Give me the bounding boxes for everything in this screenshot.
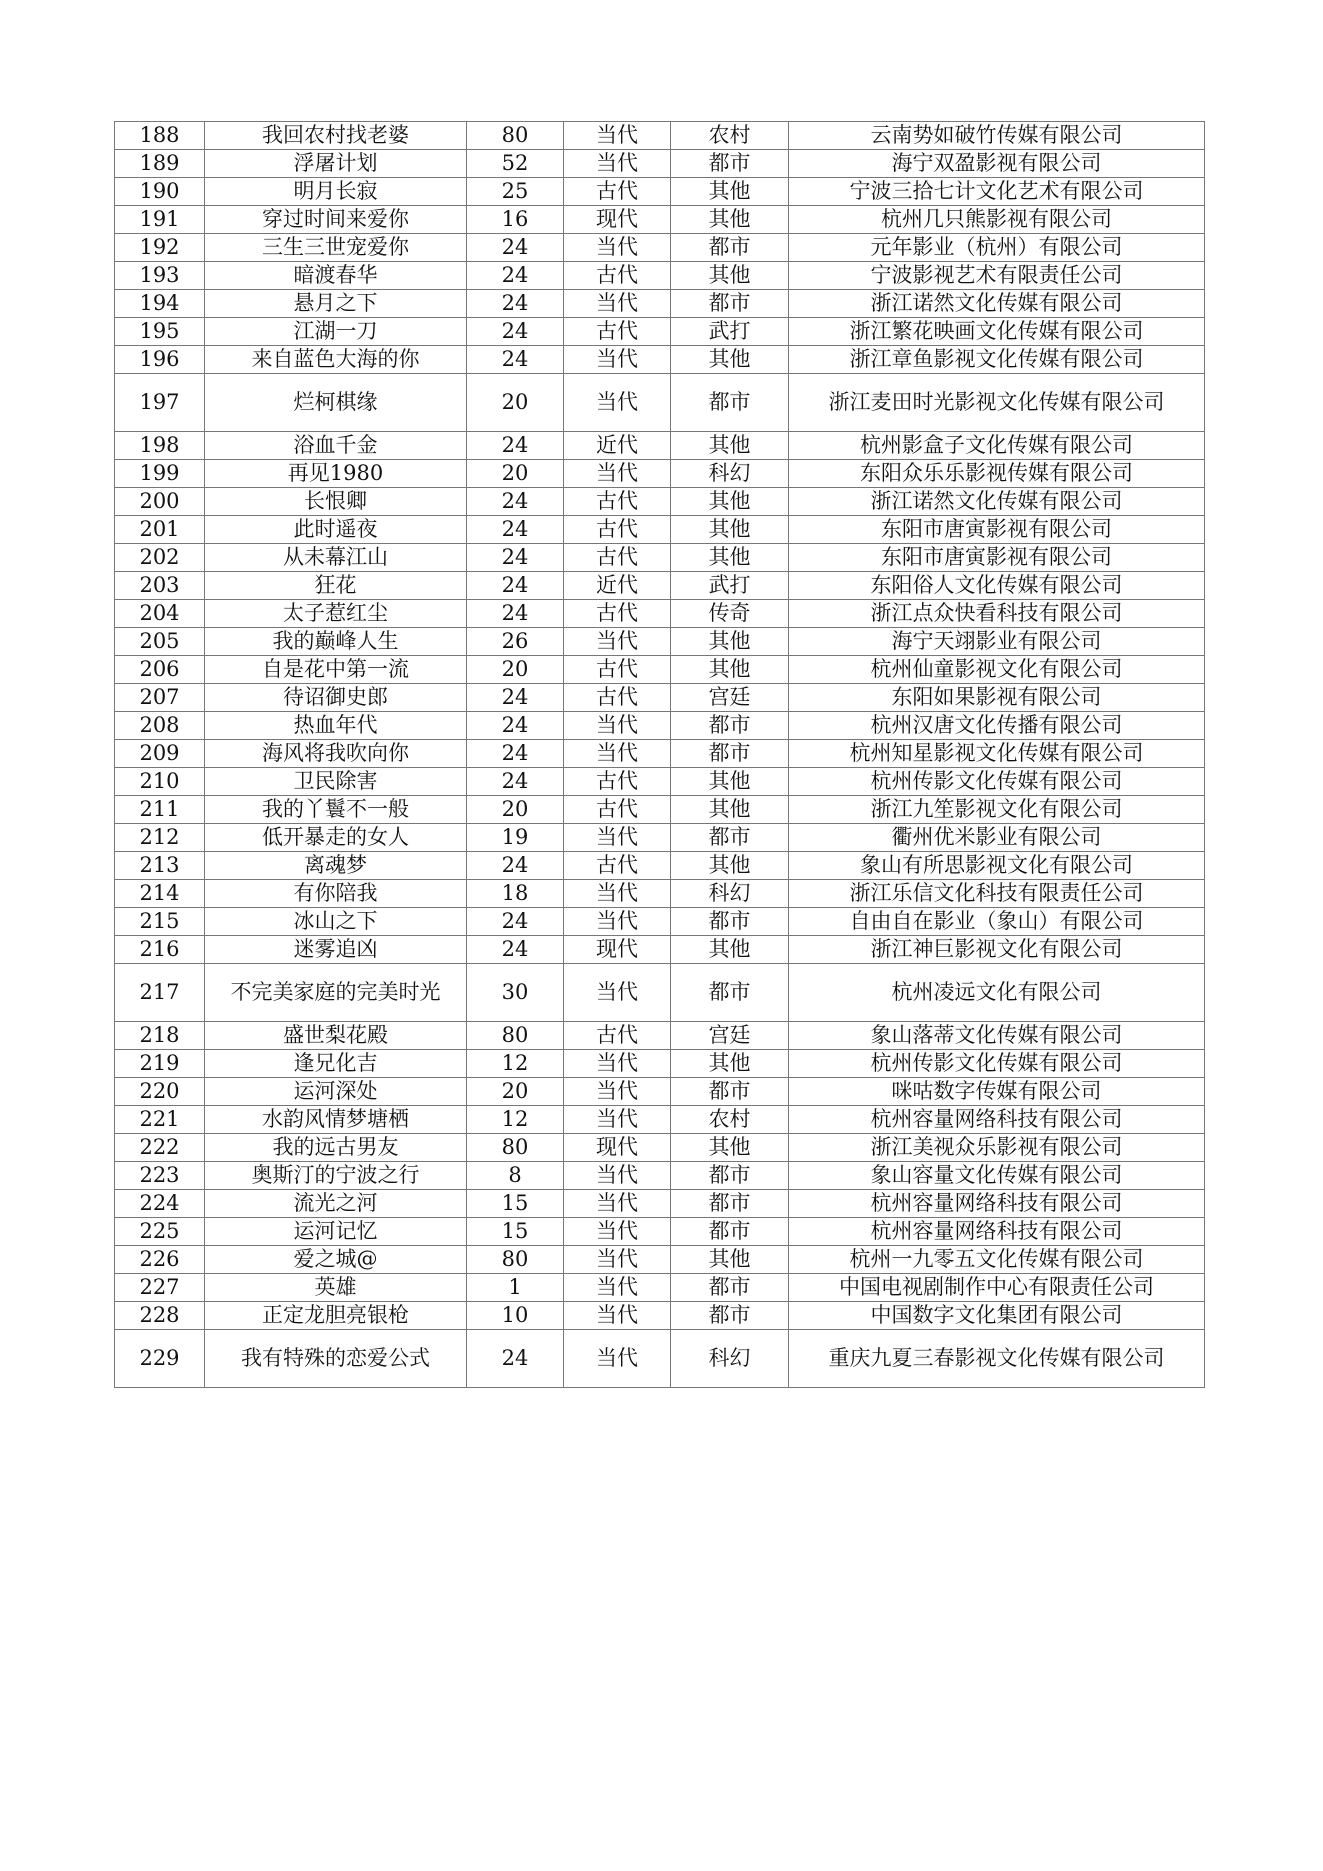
drama-title-cell: 有你陪我 xyxy=(205,880,467,908)
era-cell: 古代 xyxy=(564,656,671,684)
serial-number-cell: 216 xyxy=(115,936,205,964)
drama-title-cell: 离魂梦 xyxy=(205,852,467,880)
era-cell: 当代 xyxy=(564,1162,671,1190)
genre-cell: 都市 xyxy=(671,234,789,262)
genre-cell: 都市 xyxy=(671,1274,789,1302)
serial-number-cell: 229 xyxy=(115,1330,205,1388)
production-company-cell: 东阳如果影视有限公司 xyxy=(789,684,1205,712)
production-company-cell: 浙江麦田时光影视文化传媒有限公司 xyxy=(789,374,1205,432)
table-row xyxy=(115,908,1205,936)
table-row xyxy=(115,824,1205,852)
drama-title-cell: 爱之城@ xyxy=(205,1246,467,1274)
drama-title-cell: 我的远古男友 xyxy=(205,1134,467,1162)
episode-count-cell: 80 xyxy=(467,1134,564,1162)
serial-number-cell: 199 xyxy=(115,460,205,488)
drama-title-cell: 卫民除害 xyxy=(205,768,467,796)
era-cell: 古代 xyxy=(564,1022,671,1050)
drama-title-cell: 明月长寂 xyxy=(205,178,467,206)
serial-number-cell: 192 xyxy=(115,234,205,262)
table-row xyxy=(115,178,1205,206)
table-row xyxy=(115,1022,1205,1050)
production-company-cell: 杭州容量网络科技有限公司 xyxy=(789,1106,1205,1134)
drama-title-cell: 三生三世宠爱你 xyxy=(205,234,467,262)
production-company-cell: 浙江繁花映画文化传媒有限公司 xyxy=(789,318,1205,346)
drama-title-cell: 英雄 xyxy=(205,1274,467,1302)
drama-title-cell: 流光之河 xyxy=(205,1190,467,1218)
production-company-cell: 自由自在影业（象山）有限公司 xyxy=(789,908,1205,936)
era-cell: 当代 xyxy=(564,346,671,374)
drama-title-cell: 盛世梨花殿 xyxy=(205,1022,467,1050)
genre-cell: 宫廷 xyxy=(671,684,789,712)
era-cell: 古代 xyxy=(564,544,671,572)
genre-cell: 科幻 xyxy=(671,1330,789,1388)
era-cell: 当代 xyxy=(564,1050,671,1078)
table-row xyxy=(115,516,1205,544)
era-cell: 当代 xyxy=(564,712,671,740)
genre-cell: 都市 xyxy=(671,1302,789,1330)
episode-count-cell: 24 xyxy=(467,544,564,572)
drama-title-cell: 奥斯汀的宁波之行 xyxy=(205,1162,467,1190)
production-company-cell: 中国数字文化集团有限公司 xyxy=(789,1302,1205,1330)
genre-cell: 都市 xyxy=(671,908,789,936)
production-company-cell: 海宁天翊影业有限公司 xyxy=(789,628,1205,656)
table-row xyxy=(115,122,1205,150)
episode-count-cell: 30 xyxy=(467,964,564,1022)
production-company-cell: 宁波影视艺术有限责任公司 xyxy=(789,262,1205,290)
serial-number-cell: 224 xyxy=(115,1190,205,1218)
production-company-cell: 咪咕数字传媒有限公司 xyxy=(789,1078,1205,1106)
era-cell: 当代 xyxy=(564,460,671,488)
table-row xyxy=(115,880,1205,908)
table-row xyxy=(115,346,1205,374)
table-row xyxy=(115,206,1205,234)
era-cell: 古代 xyxy=(564,684,671,712)
table-row xyxy=(115,290,1205,318)
serial-number-cell: 206 xyxy=(115,656,205,684)
drama-title-cell: 烂柯棋缘 xyxy=(205,374,467,432)
era-cell: 古代 xyxy=(564,516,671,544)
episode-count-cell: 80 xyxy=(467,122,564,150)
table-row xyxy=(115,628,1205,656)
production-company-cell: 杭州几只熊影视有限公司 xyxy=(789,206,1205,234)
drama-title-cell: 悬月之下 xyxy=(205,290,467,318)
genre-cell: 宫廷 xyxy=(671,1022,789,1050)
genre-cell: 其他 xyxy=(671,628,789,656)
production-company-cell: 浙江九笙影视文化有限公司 xyxy=(789,796,1205,824)
table-row xyxy=(115,1302,1205,1330)
episode-count-cell: 20 xyxy=(467,1078,564,1106)
production-company-cell: 浙江诺然文化传媒有限公司 xyxy=(789,290,1205,318)
serial-number-cell: 218 xyxy=(115,1022,205,1050)
drama-title-cell: 迷雾追凶 xyxy=(205,936,467,964)
serial-number-cell: 188 xyxy=(115,122,205,150)
serial-number-cell: 205 xyxy=(115,628,205,656)
drama-title-cell: 运河深处 xyxy=(205,1078,467,1106)
drama-title-cell: 海风将我吹向你 xyxy=(205,740,467,768)
era-cell: 现代 xyxy=(564,1134,671,1162)
episode-count-cell: 24 xyxy=(467,768,564,796)
era-cell: 当代 xyxy=(564,1330,671,1388)
serial-number-cell: 227 xyxy=(115,1274,205,1302)
production-company-cell: 象山容量文化传媒有限公司 xyxy=(789,1162,1205,1190)
genre-cell: 其他 xyxy=(671,206,789,234)
table-row xyxy=(115,318,1205,346)
era-cell: 当代 xyxy=(564,824,671,852)
genre-cell: 其他 xyxy=(671,852,789,880)
episode-count-cell: 20 xyxy=(467,460,564,488)
genre-cell: 都市 xyxy=(671,1218,789,1246)
table-row xyxy=(115,460,1205,488)
drama-title-cell: 暗渡春华 xyxy=(205,262,467,290)
episode-count-cell: 20 xyxy=(467,656,564,684)
genre-cell: 其他 xyxy=(671,1134,789,1162)
production-company-cell: 浙江乐信文化科技有限责任公司 xyxy=(789,880,1205,908)
table-row xyxy=(115,572,1205,600)
table-row xyxy=(115,796,1205,824)
genre-cell: 其他 xyxy=(671,768,789,796)
table-row xyxy=(115,656,1205,684)
era-cell: 古代 xyxy=(564,600,671,628)
production-company-cell: 杭州知星影视文化传媒有限公司 xyxy=(789,740,1205,768)
production-company-cell: 元年影业（杭州）有限公司 xyxy=(789,234,1205,262)
serial-number-cell: 226 xyxy=(115,1246,205,1274)
serial-number-cell: 209 xyxy=(115,740,205,768)
table-row xyxy=(115,1330,1205,1388)
genre-cell: 其他 xyxy=(671,516,789,544)
production-company-cell: 杭州凌远文化有限公司 xyxy=(789,964,1205,1022)
serial-number-cell: 194 xyxy=(115,290,205,318)
serial-number-cell: 191 xyxy=(115,206,205,234)
table-row xyxy=(115,1162,1205,1190)
production-company-cell: 杭州影盒子文化传媒有限公司 xyxy=(789,432,1205,460)
genre-cell: 科幻 xyxy=(671,880,789,908)
production-company-cell: 杭州汉唐文化传播有限公司 xyxy=(789,712,1205,740)
era-cell: 近代 xyxy=(564,572,671,600)
genre-cell: 都市 xyxy=(671,374,789,432)
era-cell: 古代 xyxy=(564,852,671,880)
production-company-cell: 杭州容量网络科技有限公司 xyxy=(789,1190,1205,1218)
drama-title-cell: 我有特殊的恋爱公式 xyxy=(205,1330,467,1388)
episode-count-cell: 80 xyxy=(467,1022,564,1050)
drama-title-cell: 低开暴走的女人 xyxy=(205,824,467,852)
production-company-cell: 浙江神巨影视文化有限公司 xyxy=(789,936,1205,964)
genre-cell: 都市 xyxy=(671,150,789,178)
drama-title-cell: 逢兄化吉 xyxy=(205,1050,467,1078)
table-row xyxy=(115,1078,1205,1106)
production-company-cell: 杭州一九零五文化传媒有限公司 xyxy=(789,1246,1205,1274)
era-cell: 当代 xyxy=(564,908,671,936)
drama-title-cell: 热血年代 xyxy=(205,712,467,740)
production-company-cell: 浙江点众快看科技有限公司 xyxy=(789,600,1205,628)
genre-cell: 武打 xyxy=(671,572,789,600)
episode-count-cell: 24 xyxy=(467,262,564,290)
episode-count-cell: 12 xyxy=(467,1050,564,1078)
drama-title-cell: 不完美家庭的完美时光 xyxy=(205,964,467,1022)
production-company-cell: 重庆九夏三春影视文化传媒有限公司 xyxy=(789,1330,1205,1388)
genre-cell: 都市 xyxy=(671,1190,789,1218)
genre-cell: 都市 xyxy=(671,290,789,318)
serial-number-cell: 197 xyxy=(115,374,205,432)
genre-cell: 都市 xyxy=(671,824,789,852)
era-cell: 古代 xyxy=(564,488,671,516)
genre-cell: 都市 xyxy=(671,712,789,740)
era-cell: 当代 xyxy=(564,374,671,432)
genre-cell: 其他 xyxy=(671,1050,789,1078)
episode-count-cell: 26 xyxy=(467,628,564,656)
table-row xyxy=(115,1246,1205,1274)
era-cell: 当代 xyxy=(564,740,671,768)
production-company-cell: 杭州传影文化传媒有限公司 xyxy=(789,768,1205,796)
drama-title-cell: 水韵风情梦塘栖 xyxy=(205,1106,467,1134)
episode-count-cell: 20 xyxy=(467,374,564,432)
serial-number-cell: 217 xyxy=(115,964,205,1022)
serial-number-cell: 193 xyxy=(115,262,205,290)
production-company-cell: 浙江章鱼影视文化传媒有限公司 xyxy=(789,346,1205,374)
genre-cell: 农村 xyxy=(671,1106,789,1134)
episode-count-cell: 52 xyxy=(467,150,564,178)
serial-number-cell: 212 xyxy=(115,824,205,852)
era-cell: 当代 xyxy=(564,1078,671,1106)
serial-number-cell: 200 xyxy=(115,488,205,516)
episode-count-cell: 24 xyxy=(467,908,564,936)
episode-count-cell: 19 xyxy=(467,824,564,852)
table-row xyxy=(115,684,1205,712)
drama-title-cell: 来自蓝色大海的你 xyxy=(205,346,467,374)
serial-number-cell: 210 xyxy=(115,768,205,796)
drama-title-cell: 冰山之下 xyxy=(205,908,467,936)
serial-number-cell: 202 xyxy=(115,544,205,572)
genre-cell: 都市 xyxy=(671,740,789,768)
production-company-cell: 浙江诺然文化传媒有限公司 xyxy=(789,488,1205,516)
episode-count-cell: 24 xyxy=(467,740,564,768)
table-row xyxy=(115,234,1205,262)
episode-count-cell: 24 xyxy=(467,684,564,712)
era-cell: 当代 xyxy=(564,1218,671,1246)
genre-cell: 武打 xyxy=(671,318,789,346)
drama-title-cell: 江湖一刀 xyxy=(205,318,467,346)
table-row xyxy=(115,1134,1205,1162)
drama-title-cell: 自是花中第一流 xyxy=(205,656,467,684)
table-row xyxy=(115,150,1205,178)
table-row xyxy=(115,712,1205,740)
episode-count-cell: 24 xyxy=(467,318,564,346)
table-row xyxy=(115,544,1205,572)
genre-cell: 其他 xyxy=(671,432,789,460)
table-row xyxy=(115,936,1205,964)
serial-number-cell: 189 xyxy=(115,150,205,178)
genre-cell: 其他 xyxy=(671,178,789,206)
genre-cell: 其他 xyxy=(671,262,789,290)
production-company-cell: 杭州仙童影视文化有限公司 xyxy=(789,656,1205,684)
table-body xyxy=(115,122,1205,1388)
era-cell: 古代 xyxy=(564,318,671,346)
table-row xyxy=(115,1050,1205,1078)
era-cell: 古代 xyxy=(564,768,671,796)
drama-title-cell: 长恨卿 xyxy=(205,488,467,516)
episode-count-cell: 24 xyxy=(467,936,564,964)
production-company-cell: 东阳众乐乐影视传媒有限公司 xyxy=(789,460,1205,488)
production-company-cell: 中国电视剧制作中心有限责任公司 xyxy=(789,1274,1205,1302)
serial-number-cell: 214 xyxy=(115,880,205,908)
episode-count-cell: 24 xyxy=(467,572,564,600)
era-cell: 现代 xyxy=(564,936,671,964)
serial-number-cell: 190 xyxy=(115,178,205,206)
serial-number-cell: 219 xyxy=(115,1050,205,1078)
episode-count-cell: 80 xyxy=(467,1246,564,1274)
drama-title-cell: 运河记忆 xyxy=(205,1218,467,1246)
production-company-cell: 杭州容量网络科技有限公司 xyxy=(789,1218,1205,1246)
production-company-cell: 云南势如破竹传媒有限公司 xyxy=(789,122,1205,150)
drama-title-cell: 正定龙胆亮银枪 xyxy=(205,1302,467,1330)
genre-cell: 都市 xyxy=(671,1078,789,1106)
era-cell: 古代 xyxy=(564,178,671,206)
episode-count-cell: 25 xyxy=(467,178,564,206)
production-company-cell: 海宁双盈影视有限公司 xyxy=(789,150,1205,178)
production-company-cell: 浙江美视众乐影视有限公司 xyxy=(789,1134,1205,1162)
drama-registry-table xyxy=(114,121,1205,1388)
production-company-cell: 象山落蒂文化传媒有限公司 xyxy=(789,1022,1205,1050)
table-row xyxy=(115,1218,1205,1246)
era-cell: 近代 xyxy=(564,432,671,460)
table-row xyxy=(115,964,1205,1022)
serial-number-cell: 213 xyxy=(115,852,205,880)
episode-count-cell: 24 xyxy=(467,234,564,262)
serial-number-cell: 207 xyxy=(115,684,205,712)
serial-number-cell: 228 xyxy=(115,1302,205,1330)
genre-cell: 农村 xyxy=(671,122,789,150)
drama-title-cell: 我的巅峰人生 xyxy=(205,628,467,656)
episode-count-cell: 15 xyxy=(467,1190,564,1218)
episode-count-cell: 15 xyxy=(467,1218,564,1246)
serial-number-cell: 223 xyxy=(115,1162,205,1190)
table-row xyxy=(115,374,1205,432)
episode-count-cell: 24 xyxy=(467,346,564,374)
drama-title-cell: 穿过时间来爱你 xyxy=(205,206,467,234)
serial-number-cell: 225 xyxy=(115,1218,205,1246)
genre-cell: 传奇 xyxy=(671,600,789,628)
serial-number-cell: 211 xyxy=(115,796,205,824)
production-company-cell: 东阳市唐寅影视有限公司 xyxy=(789,544,1205,572)
drama-title-cell: 浮屠计划 xyxy=(205,150,467,178)
serial-number-cell: 204 xyxy=(115,600,205,628)
era-cell: 当代 xyxy=(564,290,671,318)
episode-count-cell: 24 xyxy=(467,488,564,516)
serial-number-cell: 220 xyxy=(115,1078,205,1106)
genre-cell: 都市 xyxy=(671,1162,789,1190)
serial-number-cell: 203 xyxy=(115,572,205,600)
production-company-cell: 东阳俗人文化传媒有限公司 xyxy=(789,572,1205,600)
table-row xyxy=(115,432,1205,460)
episode-count-cell: 24 xyxy=(467,432,564,460)
drama-title-cell: 我回农村找老婆 xyxy=(205,122,467,150)
era-cell: 当代 xyxy=(564,1190,671,1218)
era-cell: 当代 xyxy=(564,1274,671,1302)
drama-title-cell: 狂花 xyxy=(205,572,467,600)
episode-count-cell: 24 xyxy=(467,600,564,628)
episode-count-cell: 16 xyxy=(467,206,564,234)
drama-title-cell: 从未幕江山 xyxy=(205,544,467,572)
serial-number-cell: 196 xyxy=(115,346,205,374)
genre-cell: 其他 xyxy=(671,936,789,964)
era-cell: 当代 xyxy=(564,880,671,908)
serial-number-cell: 221 xyxy=(115,1106,205,1134)
era-cell: 当代 xyxy=(564,1106,671,1134)
table-row xyxy=(115,262,1205,290)
genre-cell: 其他 xyxy=(671,1246,789,1274)
episode-count-cell: 24 xyxy=(467,852,564,880)
genre-cell: 都市 xyxy=(671,964,789,1022)
episode-count-cell: 24 xyxy=(467,290,564,318)
table-row xyxy=(115,1106,1205,1134)
era-cell: 现代 xyxy=(564,206,671,234)
drama-title-cell: 我的丫鬟不一般 xyxy=(205,796,467,824)
genre-cell: 其他 xyxy=(671,488,789,516)
era-cell: 当代 xyxy=(564,628,671,656)
episode-count-cell: 24 xyxy=(467,712,564,740)
genre-cell: 科幻 xyxy=(671,460,789,488)
episode-count-cell: 8 xyxy=(467,1162,564,1190)
table-row xyxy=(115,488,1205,516)
era-cell: 当代 xyxy=(564,1302,671,1330)
table-row xyxy=(115,1190,1205,1218)
table-row xyxy=(115,740,1205,768)
serial-number-cell: 222 xyxy=(115,1134,205,1162)
era-cell: 当代 xyxy=(564,122,671,150)
serial-number-cell: 215 xyxy=(115,908,205,936)
production-company-cell: 杭州传影文化传媒有限公司 xyxy=(789,1050,1205,1078)
drama-title-cell: 太子惹红尘 xyxy=(205,600,467,628)
genre-cell: 其他 xyxy=(671,544,789,572)
genre-cell: 其他 xyxy=(671,656,789,684)
production-company-cell: 衢州优米影业有限公司 xyxy=(789,824,1205,852)
table-row xyxy=(115,600,1205,628)
drama-title-cell: 浴血千金 xyxy=(205,432,467,460)
episode-count-cell: 12 xyxy=(467,1106,564,1134)
episode-count-cell: 20 xyxy=(467,796,564,824)
episode-count-cell: 1 xyxy=(467,1274,564,1302)
genre-cell: 其他 xyxy=(671,796,789,824)
episode-count-cell: 24 xyxy=(467,1330,564,1388)
era-cell: 当代 xyxy=(564,1246,671,1274)
table-row xyxy=(115,1274,1205,1302)
serial-number-cell: 198 xyxy=(115,432,205,460)
genre-cell: 其他 xyxy=(671,346,789,374)
era-cell: 古代 xyxy=(564,796,671,824)
production-company-cell: 宁波三拾七计文化艺术有限公司 xyxy=(789,178,1205,206)
serial-number-cell: 195 xyxy=(115,318,205,346)
production-company-cell: 象山有所思影视文化有限公司 xyxy=(789,852,1205,880)
episode-count-cell: 10 xyxy=(467,1302,564,1330)
serial-number-cell: 201 xyxy=(115,516,205,544)
era-cell: 当代 xyxy=(564,964,671,1022)
drama-title-cell: 待诏御史郎 xyxy=(205,684,467,712)
table-row xyxy=(115,768,1205,796)
episode-count-cell: 18 xyxy=(467,880,564,908)
era-cell: 古代 xyxy=(564,262,671,290)
era-cell: 当代 xyxy=(564,150,671,178)
era-cell: 当代 xyxy=(564,234,671,262)
serial-number-cell: 208 xyxy=(115,712,205,740)
production-company-cell: 东阳市唐寅影视有限公司 xyxy=(789,516,1205,544)
drama-title-cell: 此时遥夜 xyxy=(205,516,467,544)
drama-title-cell: 再见1980 xyxy=(205,460,467,488)
episode-count-cell: 24 xyxy=(467,516,564,544)
table-row xyxy=(115,852,1205,880)
